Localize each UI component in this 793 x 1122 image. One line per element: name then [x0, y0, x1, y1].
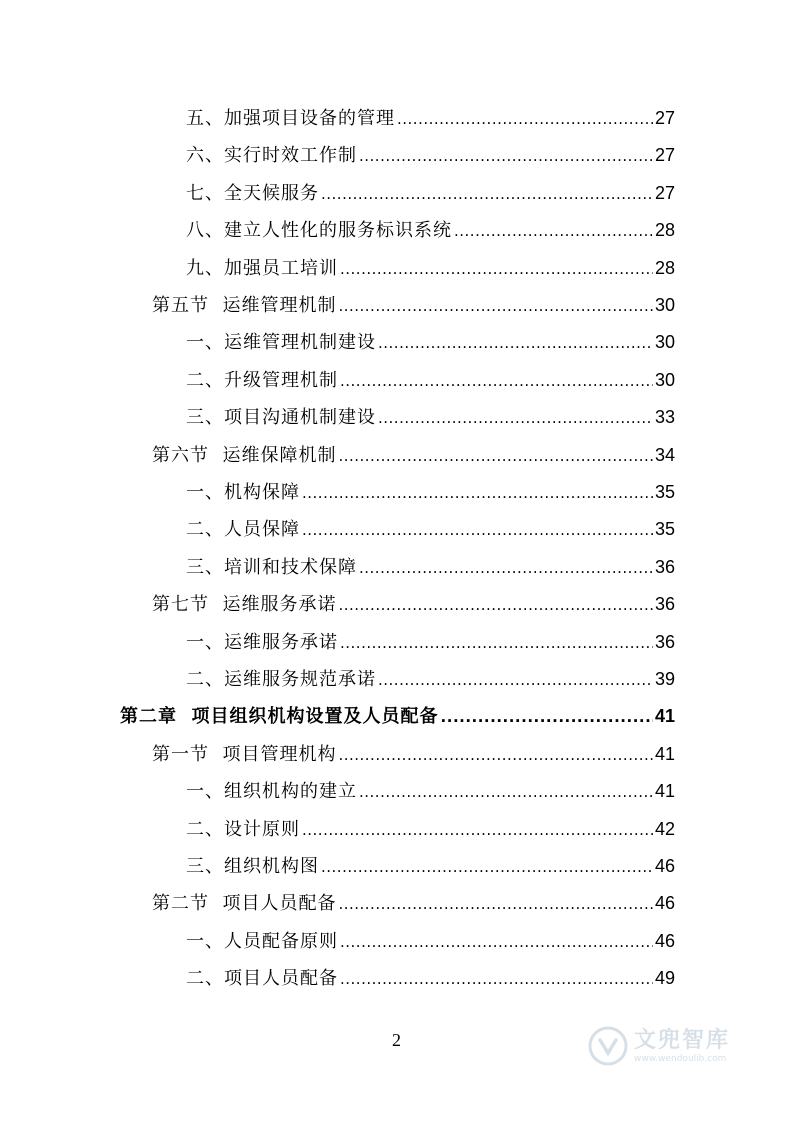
toc-entry-page: 36: [654, 594, 675, 615]
toc-entry-title: 一、运维服务承诺: [186, 631, 338, 653]
toc-dot-leader: [302, 512, 653, 549]
toc-entry-page: 41: [654, 781, 675, 802]
toc-entry-title: 一、组织机构的建立: [186, 781, 357, 803]
toc-dot-leader: [338, 438, 653, 475]
toc-entry-page: 46: [654, 856, 675, 876]
toc-entry[interactable]: [152, 885, 675, 922]
toc-entry[interactable]: [186, 175, 675, 212]
toc-entry-page: 28: [654, 257, 675, 278]
watermark-brand: 文兜智库: [634, 1027, 731, 1053]
toc-entry[interactable]: [186, 773, 675, 810]
toc-entry-page: 27: [654, 108, 675, 128]
toc-entry-title: 第二章 项目组织机构设置及人员配备: [120, 706, 439, 728]
toc-entry-title: 第六节 运维保障机制: [152, 444, 337, 466]
toc-entry-title: 二、运维服务规范承诺: [186, 669, 376, 690]
toc-entry-page: 46: [654, 930, 675, 951]
toc-entry-title: 第二节 项目人员配备: [152, 893, 337, 915]
toc-entry-page: 28: [654, 220, 675, 241]
toc-entry[interactable]: [152, 736, 675, 773]
toc-dot-leader: [338, 587, 653, 624]
toc-entry-title: 三、组织机构图: [186, 856, 319, 877]
toc-entry-title: 第一节 项目管理机构: [152, 743, 337, 765]
toc-entry-title: 三、培训和技术保障: [186, 556, 357, 578]
toc-entry-page: 42: [654, 818, 675, 839]
toc-dot-leader: [338, 886, 653, 923]
toc-entry[interactable]: [186, 474, 675, 511]
toc-dot-leader: [321, 849, 653, 886]
toc-entry-page: 41: [654, 743, 675, 764]
toc-entry-page: 36: [654, 631, 675, 652]
watermark-url: www.wendoulib.com: [634, 1053, 727, 1064]
watermark-logo-icon: [588, 1026, 628, 1066]
toc-entry-title: 一、运维管理机制建设: [186, 332, 376, 354]
toc-entry[interactable]: [186, 960, 675, 997]
toc-entry-page: 30: [654, 295, 675, 315]
toc-entry-page: 36: [654, 556, 675, 577]
toc-entry-title: 第七节 运维服务承诺: [152, 594, 337, 616]
toc-entry-title: 九、加强员工培训: [186, 257, 338, 279]
toc-entry[interactable]: [120, 698, 675, 735]
toc-dot-leader: [340, 251, 653, 288]
toc-entry-page: 33: [654, 407, 675, 428]
toc-entry-page: 49: [654, 968, 675, 989]
toc-entry-title: 八、建立人性化的服务标识系统: [186, 220, 452, 242]
toc-entry[interactable]: [186, 324, 675, 361]
toc-entry-page: 30: [654, 332, 675, 353]
toc-entry[interactable]: [186, 100, 675, 137]
toc-entry[interactable]: [186, 250, 675, 287]
toc-entry-title: 一、人员配备原则: [186, 930, 338, 952]
toc-dot-leader: [302, 812, 653, 849]
toc-dot-leader: [321, 176, 653, 213]
toc-entry-page: 35: [654, 482, 675, 502]
toc-entry[interactable]: [186, 811, 675, 848]
toc-dot-leader: [302, 475, 653, 512]
toc-entry-page: 46: [654, 893, 675, 914]
toc-entry[interactable]: [186, 624, 675, 661]
toc-dot-leader: [397, 101, 653, 138]
toc-dot-leader: [359, 550, 653, 587]
toc-entry-title: 七、全天候服务: [186, 182, 319, 204]
toc-entry-page: 27: [654, 145, 675, 166]
toc-entry[interactable]: [186, 511, 675, 548]
toc-entry-title: 第五节 运维管理机制: [152, 295, 337, 316]
toc-entry-title: 二、项目人员配备: [186, 968, 338, 990]
toc-entry[interactable]: [186, 923, 675, 960]
toc-entry[interactable]: [152, 287, 675, 324]
toc-entry[interactable]: [186, 362, 675, 399]
toc-dot-leader: [338, 737, 653, 774]
toc-dot-leader: [359, 138, 653, 175]
page-number: 2: [392, 1030, 401, 1050]
toc-entry[interactable]: [186, 661, 675, 698]
toc-entry-page: 41: [654, 706, 675, 727]
toc-entry-title: 二、人员保障: [186, 519, 300, 541]
toc-entry-title: 六、实行时效工作制: [186, 145, 357, 167]
toc-dot-leader: [378, 325, 653, 362]
toc-dot-leader: [340, 924, 653, 961]
toc-entry-title: 二、设计原则: [186, 818, 300, 840]
toc-entry-title: 一、机构保障: [186, 482, 300, 503]
toc-entry[interactable]: [152, 437, 675, 474]
toc-dot-leader: [340, 625, 653, 662]
watermark: [588, 1018, 778, 1074]
toc-dot-leader: [454, 213, 653, 250]
toc-dot-leader: [378, 662, 653, 699]
toc-entry-page: 27: [654, 182, 675, 203]
toc-entry-page: 30: [654, 369, 675, 390]
toc-dot-leader: [338, 288, 653, 325]
toc-entry[interactable]: [152, 586, 675, 623]
toc-entry[interactable]: [186, 212, 675, 249]
toc-entry[interactable]: [186, 399, 675, 436]
toc-dot-leader: [441, 699, 653, 736]
toc-entry-page: 39: [654, 669, 675, 689]
toc-entry-title: 五、加强项目设备的管理: [186, 108, 395, 129]
toc-dot-leader: [359, 774, 653, 811]
toc-entry-page: 34: [654, 444, 675, 465]
toc-entry[interactable]: [186, 848, 675, 885]
toc-entry[interactable]: [186, 137, 675, 174]
toc-entry-title: 二、升级管理机制: [186, 369, 338, 391]
toc-dot-leader: [340, 961, 653, 998]
toc-entry-page: 35: [654, 519, 675, 540]
toc-dot-leader: [378, 400, 653, 437]
toc-dot-leader: [340, 363, 653, 400]
toc-entry[interactable]: [186, 549, 675, 586]
toc-entry-title: 三、项目沟通机制建设: [186, 407, 376, 429]
